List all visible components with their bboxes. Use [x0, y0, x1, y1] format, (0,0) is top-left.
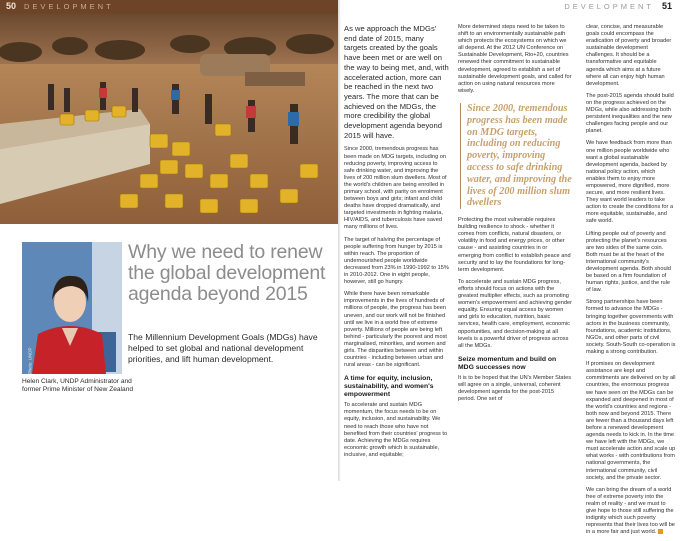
portrait-caption: Helen Clark, UNDP Administrator and former Prime Minister of New Zealand	[22, 378, 134, 394]
helen-clark-portrait	[22, 242, 122, 374]
intro-paragraph: As we approach the MDGs' end date of 2015, many targets created by the goals have been met or are well on the way to being met, and, with accelerated action, more can be reached in the next two years. The more that can be achieved on the MDGs, the more credibility the global development agenda beyond 2015 will have.	[344, 24, 449, 140]
left-section-label: DEVELOPMENT	[24, 2, 114, 11]
left-page	[0, 0, 340, 481]
right-section-label: DEVELOPMENT	[564, 2, 654, 11]
body-paragraph: More determined steps need to be taken to shift to an environmentally sustainable path which protects the ecosystems on which we all depend. At the 2012 UN Conference on Sustainable Development, Rio+20, countries renewed their commitment to sustainable development, agreed to establish a set of sustainable development goals, and called for action on using natural resources more wisely.	[458, 24, 572, 94]
body-paragraph: It is to be hoped that the UN's Member States will agree on a single, universal, coherent development agenda for the post-2015 period. One set of	[458, 374, 572, 403]
body-paragraph: Lifting people out of poverty and protecting the planet's resources are two sides of the same coin. Both must be at the heart of the international community's development agenda. Both should be based on a firm foundation of human rights, justice, and the rule of law.	[586, 230, 671, 294]
right-page-number: 51	[661, 1, 672, 11]
article-standfirst: The Millennium Development Goals (MDGs) have helped to set global and national development priorities, and lift human development.	[128, 332, 318, 365]
article-column-1	[344, 24, 449, 464]
water-collection-photo	[0, 14, 340, 224]
body-paragraph: The post-2015 agenda should build on the progress achieved on the MDGs, while also addressing both persistent inequalities and the new challenges facing people and our planet.	[586, 92, 674, 135]
body-paragraph: While there have been remarkable improvements in the lives of hundreds of millions of people, the progress has been uneven, and our work will not be finished until we live in a world free of extreme poverty. Millions of people are being left behind - particularly the poorest and most marginalised, minorities, and women and girls. The disparities between and within countries - including between urban and rural areas - can be significant.	[344, 291, 447, 369]
body-paragraph: Protecting the most vulnerable requires building resilience to shock - whether it comes from conflicts, natural disasters, or volatility in food and energy prices, or other cause - and assisting countries in or emerging from conflict to establish peace and security and to lay the foundations for long-term development.	[458, 217, 571, 273]
left-page-number: 50	[6, 1, 17, 11]
section-heading: A time for equity, inclusion, sustainability, and women's empowerment	[344, 375, 434, 399]
body-paragraph: To accelerate and sustain MDG momentum, the focus needs to be on equity, inclusion, and sustainability. We need to reach those who have not benefited from their countries' progress to date. Achieving the MDGs requires economic growth which is sustainable, inclusive, and equitable;	[344, 402, 448, 458]
body-paragraph: Since 2000, tremendous progress has been made on MDG targets, including on reducing poverty, improving access to safe drinking water, and improving the lives of 200 million slum dwellers. Most of the world's children are being enrolled in primary school, with parity on enrolment between boys and girls; infant and child deaths have dropped dramatically, and targeted investments in fighting malaria, HIV/AIDS, and tuberculosis have saved many millions of lives.	[344, 146, 447, 231]
article-column-2	[458, 24, 572, 408]
body-paragraph: To accelerate and sustain MDG progress, efforts should focus on actions with the greatest multiplier effects, such as promoting women's empowerment and achieving gender equality. Ensuring equal access by women and girls to education, nutrition, basic services, health care, employment, economic opportunities, and decision-making at all levels is a powerful driver of progress across all the MDGs.	[458, 278, 572, 349]
right-page	[340, 0, 680, 536]
body-paragraph	[586, 487, 676, 537]
body-paragraph: The target of halving the percentage of people suffering from hunger by 2015 is within reach. The proportion of undernourished people worldwide decreased from 23% in 1990-1992 to 15% in 2010-2012. One in eight people, however, still go hungry.	[344, 236, 449, 286]
section-heading: Seize momentum and build on MDG successes now	[458, 355, 557, 371]
closing-text: We can bring the dream of a world free of extreme poverty into the realm of reality - and we must to give hope to those still suffering the indignity which such poverty represents that their lives too will be in a more fair and just world.	[586, 486, 675, 536]
pull-quote: Since 2000, tremendous progress has been made on MDG targets, including on reducing poverty, improving access to safe drinking water, and improving the lives of 200 million slum dwellers	[460, 103, 572, 209]
article-column-3	[586, 24, 676, 541]
body-paragraph: If promises on development assistance are kept and commitments are delivered on by all countries, the enormous progress we have seen on the MDGs can be expanded and deepened in most of the world's countries and regions - both now and beyond 2015. There are fewer than a thousand days left before a renewed development agenda needs to kick in. In the time we have left with the MDGs, we must accelerate action and scale up what works - with contributions from national governments, the international community, civil society, and the private sector.	[586, 361, 676, 481]
article-headline: Why we need to renew the global development agenda beyond 2015	[128, 241, 326, 305]
body-paragraph: We have feedback from more than one million people worldwide who want a global sustainable development agenda, backed by national policy action, which enables them to enjoy more empowered, more dignified, more secure, and more resilient lives. They want world leaders to take action to create the conditions for a more equitable, sustainable, and safe world.	[586, 140, 674, 225]
body-paragraph: Strong partnerships have been formed to advance the MDGs - bringing together governments with actors in the business community, foundations, academic institutions, NGOs, and other parts of civil society. South-South co-operation is making a strong contribution.	[586, 299, 676, 356]
body-paragraph: clear, concise, and measurable goals could encompass the eradication of poverty and broader sustainable development challenges. It should be a transformative and equitable agenda which aims at a future where all can enjoy high human development.	[586, 24, 672, 87]
portrait-image	[22, 242, 122, 374]
end-mark-icon	[658, 529, 663, 534]
page-gutter	[338, 0, 342, 481]
portrait-credit: Photo: UNDP	[27, 347, 33, 375]
water-collection-illustration	[0, 14, 340, 224]
